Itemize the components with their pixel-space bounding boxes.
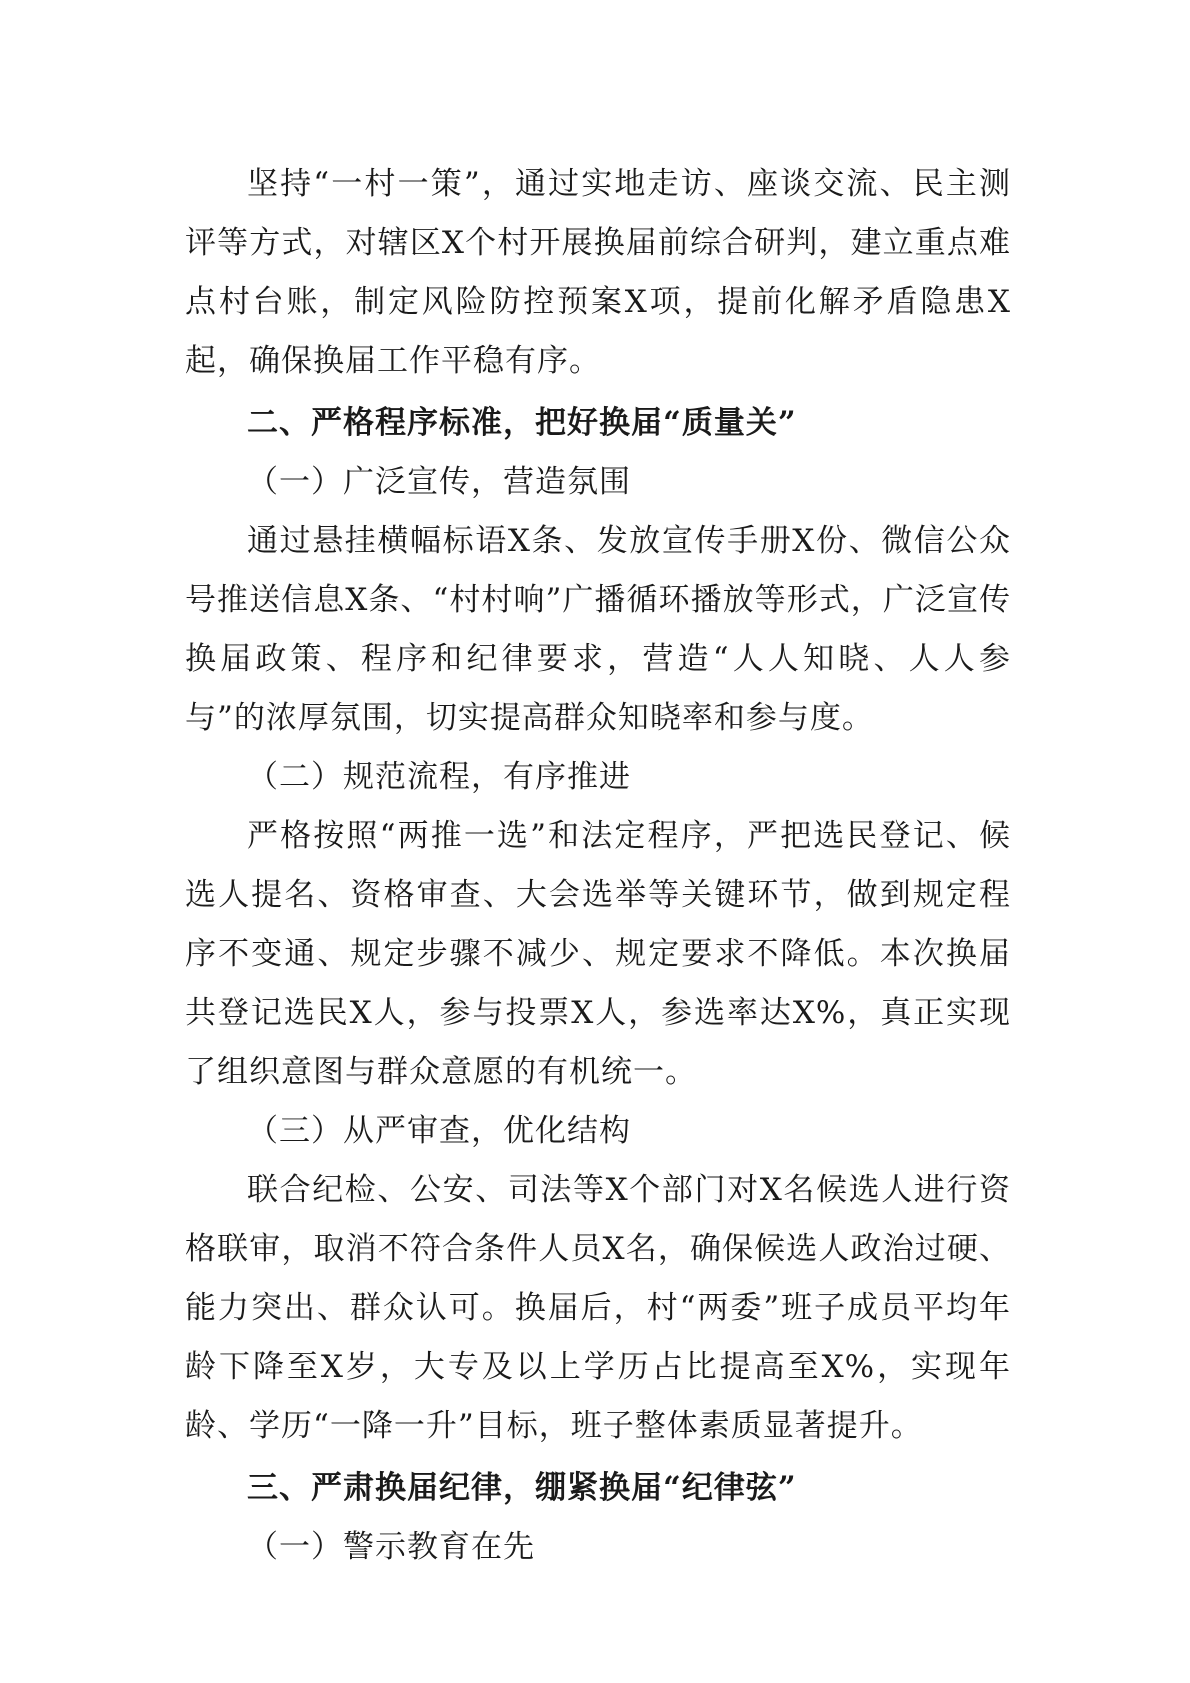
subsection-heading-2-2: （二）规范流程，有序推进 [247, 759, 631, 795]
paragraph-publicity: 通过悬挂横幅标语X条、发放宣传手册X份、微信公众号推送信息X条、“村村响”广播循环播放等形式，广泛宣传换届政策、程序和纪律要求，营造“人人知晓、人人参与”的浓厚氛围，切实提高群众知晓率和参与度。 [185, 523, 1011, 736]
section-heading-3: 三、严肃换届纪律，绷紧换届“纪律弦” [247, 1470, 797, 1506]
paragraph-research: 坚持“一村一策”，通过实地走访、座谈交流、民主测评等方式，对辖区X个村开展换届前综合研判，建立重点难点村台账，制定风险防控预案X项，提前化解矛盾隐患X起，确保换届工作平稳有序。 [185, 166, 1011, 379]
subsection-heading-2-1: （一）广泛宣传，营造氛围 [247, 464, 631, 500]
subsection-heading-3-1: （一）警示教育在先 [247, 1529, 535, 1565]
paragraph-procedure: 严格按照“两推一选”和法定程序，严把选民登记、候选人提名、资格审查、大会选举等关键环节，做到规定程序不变通、规定步骤不减少、规定要求不降低。本次换届共登记选民X人，参与投票X人，参选率达X%，真正实现了组织意图与群众意愿的有机统一。 [185, 818, 1011, 1090]
paragraph-review: 联合纪检、公安、司法等X个部门对X名候选人进行资格联审，取消不符合条件人员X名，确保候选人政治过硬、能力突出、群众认可。换届后，村“两委”班子成员平均年龄下降至X岁，大专及以上学历占比提高至X%，实现年龄、学历“一降一升”目标，班子整体素质显著提升。 [185, 1172, 1011, 1444]
subsection-heading-2-3: （三）从严审查，优化结构 [247, 1113, 631, 1149]
section-heading-2: 二、严格程序标准，把好换届“质量关” [247, 405, 797, 441]
document-body [185, 155, 1011, 1577]
